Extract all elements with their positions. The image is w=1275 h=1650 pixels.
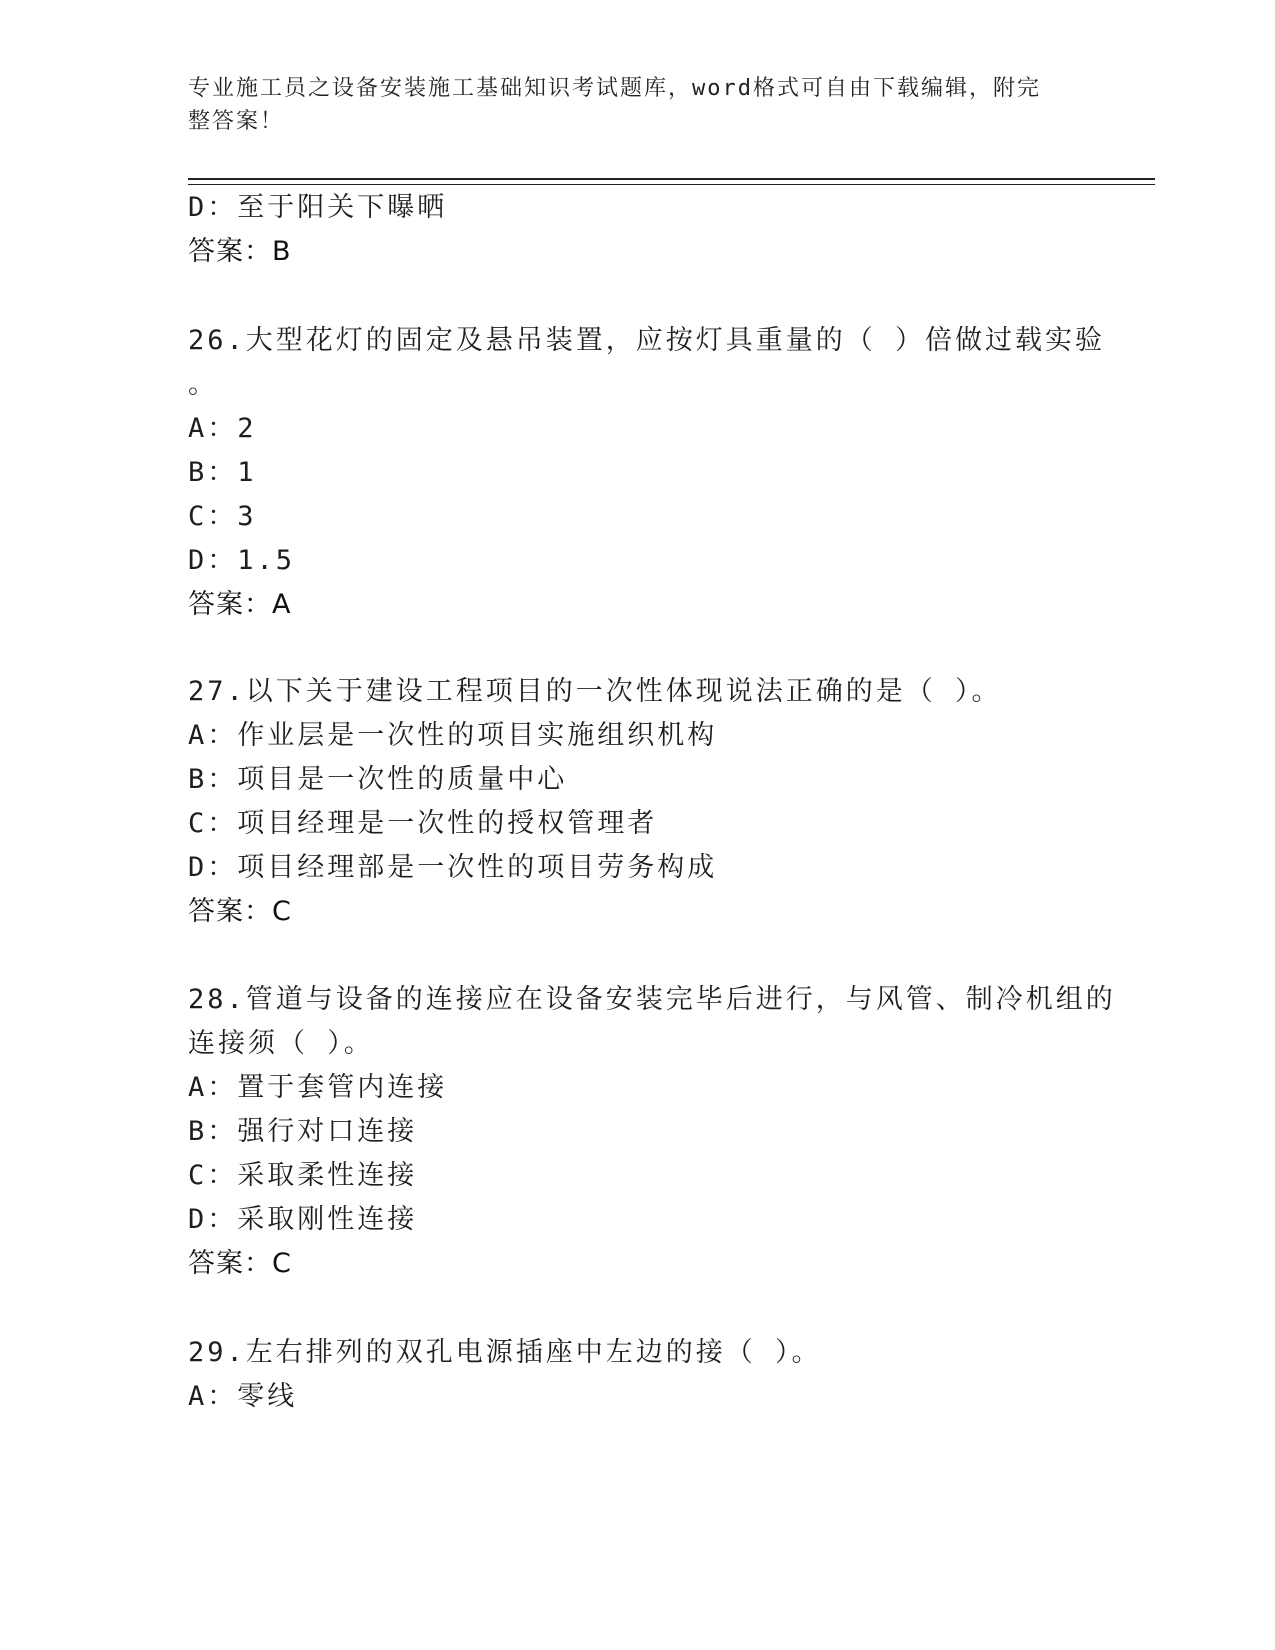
header-line-2: 整答案！ bbox=[188, 109, 285, 134]
question-stem-continuation: 连接须（ ）。 bbox=[188, 1028, 374, 1059]
option-d: D：项目经理部是一次性的项目劳务构成 bbox=[188, 852, 718, 883]
option-b: B：项目是一次性的质量中心 bbox=[188, 764, 568, 795]
option-b: B：强行对口连接 bbox=[188, 1116, 418, 1147]
question-stem: 29.左右排列的双孔电源插座中左边的接（ ）。 bbox=[188, 1337, 822, 1368]
header-rule-thick bbox=[188, 178, 1155, 180]
option-a: A：置于套管内连接 bbox=[188, 1072, 448, 1103]
option-a: A：2 bbox=[188, 413, 257, 444]
option-c: C：3 bbox=[188, 501, 257, 532]
option-a: A：作业层是一次性的项目实施组织机构 bbox=[188, 720, 718, 751]
option-d: D：至于阳关下曝晒 bbox=[188, 192, 448, 223]
answer-label: 答案：C bbox=[188, 896, 292, 927]
answer-label: 答案：B bbox=[188, 236, 292, 267]
question-stem: 28.管道与设备的连接应在设备安装完毕后进行，与风管、制冷机组的 bbox=[188, 984, 1116, 1015]
option-b: B：1 bbox=[188, 457, 257, 488]
question-stem: 27.以下关于建设工程项目的一次性体现说法正确的是（ ）。 bbox=[188, 676, 1002, 707]
option-c: C：项目经理是一次性的授权管理者 bbox=[188, 808, 658, 839]
answer-label: 答案：A bbox=[188, 589, 292, 620]
header-line-1: 专业施工员之设备安装施工基础知识考试题库，word格式可自由下载编辑，附完 bbox=[188, 76, 1041, 101]
page-header bbox=[188, 72, 1068, 138]
option-d: D：1.5 bbox=[188, 545, 296, 576]
header-rule-thin bbox=[188, 184, 1155, 185]
answer-label: 答案：C bbox=[188, 1248, 292, 1279]
question-stem-continuation: 。 bbox=[188, 369, 218, 400]
option-c: C：采取柔性连接 bbox=[188, 1160, 418, 1191]
question-stem: 26.大型花灯的固定及悬吊装置，应按灯具重量的（ ）倍做过载实验 bbox=[188, 325, 1106, 356]
option-d: D：采取刚性连接 bbox=[188, 1204, 418, 1235]
option-a: A：零线 bbox=[188, 1381, 298, 1412]
